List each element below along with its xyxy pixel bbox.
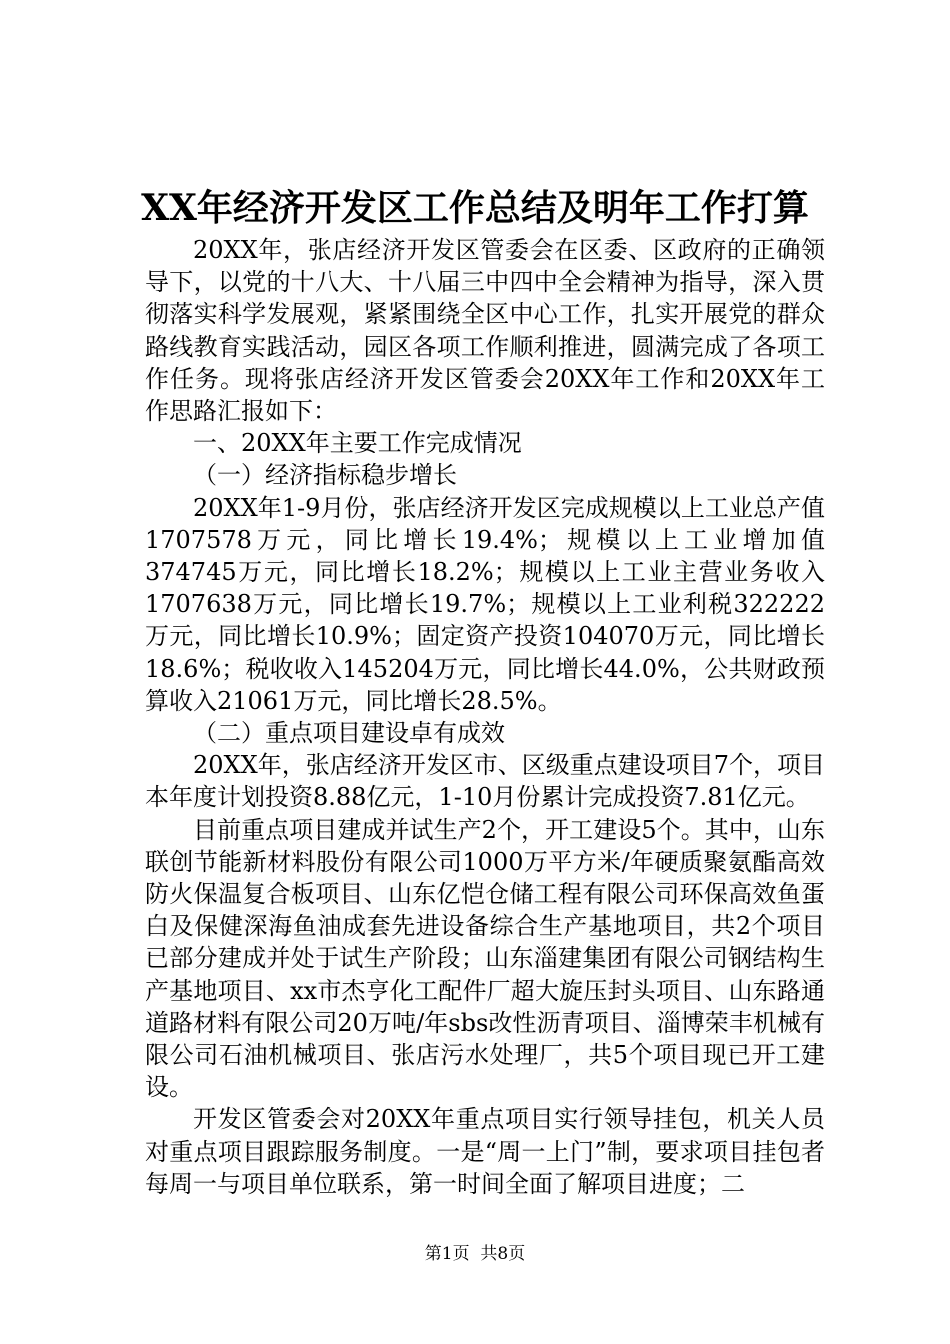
document-body xyxy=(145,234,825,1200)
intro-paragraph: 20XX年，张店经济开发区管委会在区委、区政府的正确领导下，以党的十八大、十八届三中四中全会精神为指导，深入贯彻落实科学发展观，紧紧围绕全区中心工作，扎实开展党的群众路线教育实践活动，园区各项工作顺利推进，圆满完成了各项工作任务。现将张店经济开发区管委会20XX年工作和20XX年工作思路汇报如下： xyxy=(145,236,825,426)
project-status-paragraph: 目前重点项目建成并试生产2个，开工建设5个。其中，山东联创节能新材料股份有限公司1000万平方米/年硬质聚氨酯高效防火保温复合板项目、山东亿恺仓储工程有限公司环保高效鱼蛋白及保健深海鱼油成套先进设备综合生产基地项目，共2个项目已部分建成并处于试生产阶段；山东淄建集团有限公司钢结构生产基地项目、xx市杰亨化工配件厂超大旋压封头项目、山东路通道路材料有限公司20万吨/年sbs改性沥青项目、淄博荣丰机械有限公司石油机械项目、张店污水处理厂，共5个项目现已开工建设。 xyxy=(145,815,825,1102)
key-projects-paragraph: 20XX年，张店经济开发区市、区级重点建设项目7个，项目本年度计划投资8.88亿元，1-10月份累计完成投资7.81亿元。 xyxy=(145,751,825,812)
subsection-heading-1: （一）经济指标稳步增长 xyxy=(193,461,457,490)
page-footer xyxy=(0,1242,950,1266)
page-number: 第1页 共8页 xyxy=(424,1244,526,1264)
subsection-heading-2: （二）重点项目建设卓有成效 xyxy=(193,719,505,748)
economic-indicators-paragraph: 20XX年1-9月份，张店经济开发区完成规模以上工业总产值1707578万元，同比增长19.4%；规模以上工业增加值374745万元，同比增长18.2%；规模以上工业主营业务收入1707638万元，同比增长19.7%；规模以上工业利税322222万元，同比增长10.9%；固定资产投资104070万元，同比增长18.6%；税收收入145204万元，同比增长44.0%，公共财政预算收入21061万元，同比增长28.5%。 xyxy=(145,493,825,715)
project-management-paragraph: 开发区管委会对20XX年重点项目实行领导挂包，机关人员对重点项目跟踪服务制度。一是“周一上门”制，要求项目挂包者每周一与项目单位联系，第一时间全面了解项目进度；二 xyxy=(145,1105,825,1198)
document-title: XX年经济开发区工作总结及明年工作打算 xyxy=(141,187,809,229)
section-heading: 一、20XX年主要工作完成情况 xyxy=(193,429,522,458)
